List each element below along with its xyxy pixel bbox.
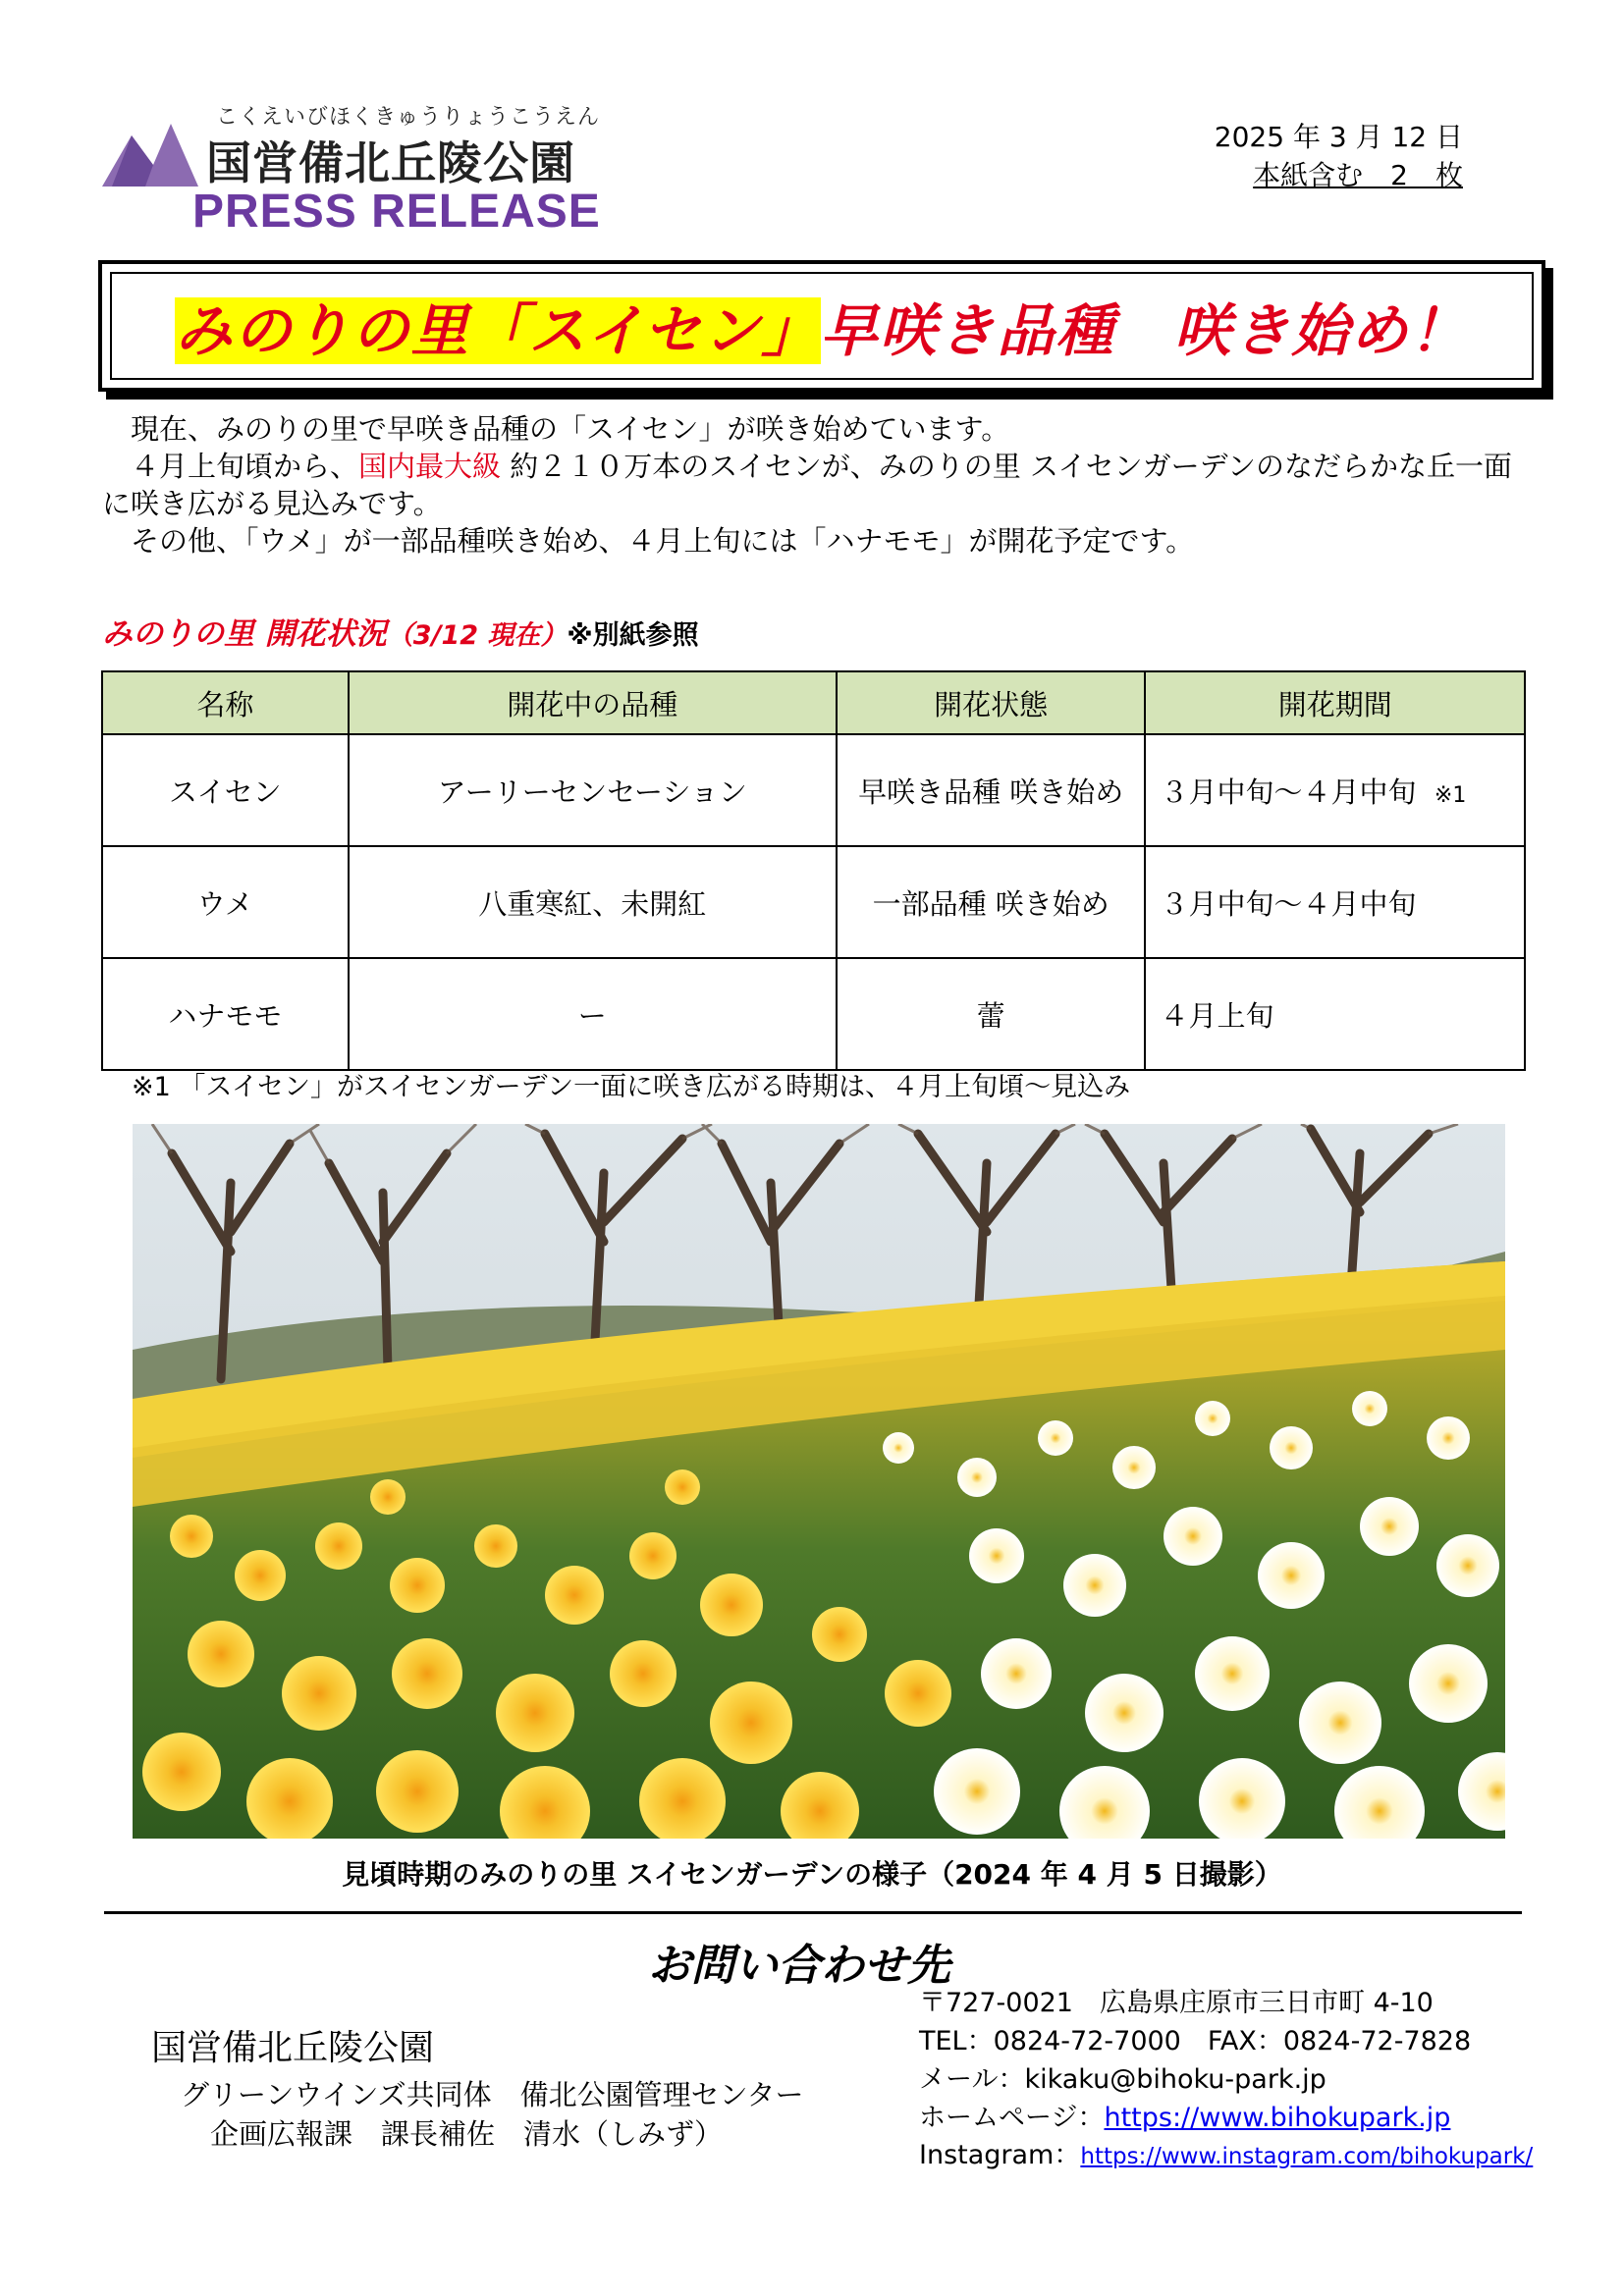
logo-name: 国営備北丘陵公園 (206, 136, 575, 189)
cell-state: 蕾 (837, 958, 1146, 1070)
contact-postal: 〒727-0021 広島県庄原市三日市町 4-10 (919, 1988, 1434, 2018)
p2-highlight: 国内最大級 (358, 450, 502, 483)
title-highlight: みのりの里「スイセン」 (175, 297, 821, 364)
cell-variety: ー (349, 958, 837, 1070)
press-release-label: PRESS RELEASE (192, 186, 601, 238)
cell-name: ウメ (102, 846, 349, 958)
cell-state: 一部品種 咲き始め (837, 846, 1146, 958)
table-footnote: ※1 「スイセン」がスイセンガーデン一面に咲き広がる時期は、４月上旬頃～見込み (132, 1072, 1131, 1102)
header-state: 開花状態 (837, 671, 1146, 734)
cell-variety: アーリーセンセーション (349, 734, 837, 846)
paragraph-1: 現在、みのりの里で早咲き品種の「スイセン」が咲き始めています。 (131, 412, 1010, 446)
title-rest: 早咲き品種 咲き始め！ (820, 297, 1469, 364)
divider (104, 1911, 1522, 1914)
contact-org: 国営備北丘陵公園 (151, 2028, 435, 2068)
table-row (102, 734, 1525, 846)
contact-heading: お問い合わせ先 (648, 1941, 950, 1991)
contact-instagram (919, 2133, 1547, 2171)
p2-post: 約２１０万本のスイセンが、みのりの里 スイセンガーデンのなだらかな丘一面に咲き広がる見込みです。 (102, 450, 1512, 520)
contact-mail: メール：kikaku@bihoku-park.jp (919, 2064, 1326, 2095)
contact-homepage (919, 2096, 1547, 2134)
paragraph-3: その他、「ウメ」が一部品種咲き始め、４月上旬には「ハナモモ」が開花予定です。 (131, 524, 1195, 558)
title-box (98, 260, 1545, 392)
table-header-row (102, 671, 1525, 734)
table-row (102, 846, 1525, 958)
cell-period (1145, 734, 1525, 846)
period-text: ３月中旬～４月中旬 (1160, 774, 1417, 809)
page-count: 本紙含む 2 枚 (1253, 159, 1463, 191)
contact-tel-fax: TEL：0824-72-7000 FAX：0824-72-7828 (919, 2026, 1472, 2056)
photo-illustration (133, 1124, 1505, 1839)
homepage-link[interactable]: https://www.bihokupark.jp (1104, 2103, 1451, 2133)
cell-name: スイセン (102, 734, 349, 846)
cell-state: 早咲き品種 咲き始め (837, 734, 1146, 846)
park-logo-icon (102, 116, 198, 187)
contact-org-sub: グリーンウインズ共同体 備北公園管理センター (181, 2078, 804, 2111)
header-variety: 開花中の品種 (349, 671, 837, 734)
logo-ruby: こくえいびほくきゅうりょうこうえん (216, 105, 601, 130)
paragraph-2 (102, 448, 1526, 522)
cell-variety: 八重寒紅、未開紅 (349, 846, 837, 958)
section-ref: ※別紙参照 (567, 620, 699, 651)
section-date: （3/12 現在） (386, 620, 568, 651)
homepage-label: ホームページ： (919, 2103, 1105, 2133)
page-title (175, 285, 1468, 367)
instagram-link[interactable]: https://www.instagram.com/bihokupark/ (1080, 2144, 1534, 2169)
header-name: 名称 (102, 671, 349, 734)
daffodil-garden-photo (133, 1124, 1505, 1839)
p2-pre: ４月上旬頃から、 (131, 450, 359, 483)
cell-period: ３月中旬～４月中旬 (1145, 846, 1525, 958)
section-heading (102, 609, 699, 653)
cell-period: ４月上旬 (1145, 958, 1525, 1070)
section-title: みのりの里 開花状況 (102, 616, 387, 652)
intro-paragraph (102, 410, 1526, 560)
period-note: ※1 (1434, 782, 1467, 808)
release-date: 2025 年 3 月 12 日 (1214, 121, 1463, 153)
table-row (102, 958, 1525, 1070)
bloom-status-table (101, 670, 1526, 1071)
header-period: 開花期間 (1145, 671, 1525, 734)
photo-caption: 見頃時期のみのりの里 スイセンガーデンの様子（2024 年 4 月 5 日撮影） (342, 1858, 1282, 1891)
contact-person: 企画広報課 課長補佐 清水（しみず） (210, 2117, 724, 2151)
instagram-label: Instagram： (919, 2140, 1081, 2170)
cell-name: ハナモモ (102, 958, 349, 1070)
